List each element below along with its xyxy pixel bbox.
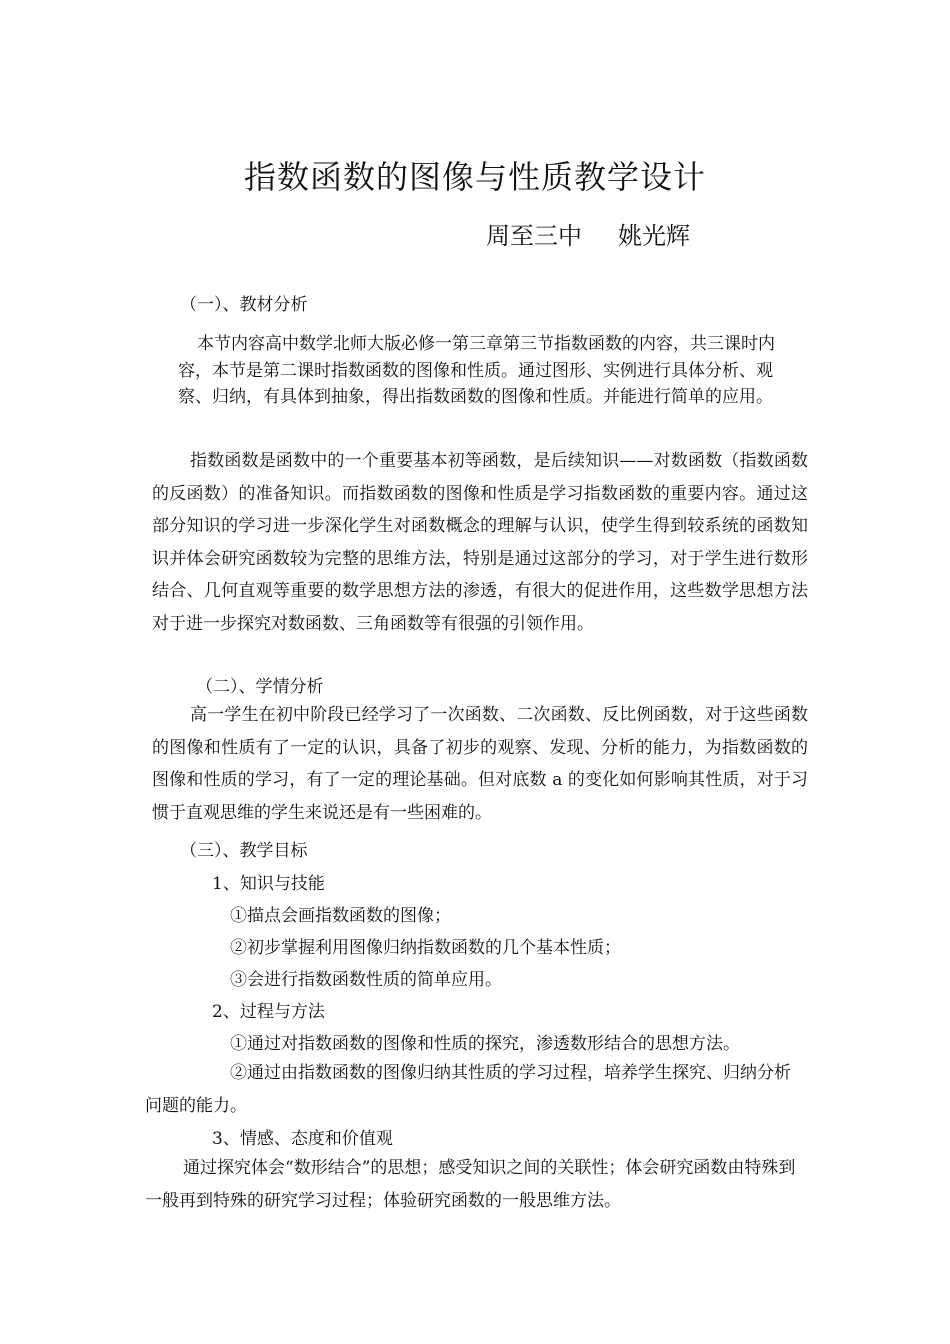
author-school: 周至三中 bbox=[486, 222, 582, 250]
goal-process-item: ②通过由指数函数的图像归纳其性质的学习过程，培养学生探究、归纳分析问题的能力。 bbox=[145, 1063, 791, 1116]
author-name: 姚光辉 bbox=[618, 222, 690, 250]
goal-emotion-body: 通过探究体会“数形结合”的思想；感受知识之间的关联性；体会研究函数由特殊到一般再到特殊的研究学习过程；体验研究函数的一般思维方法。 bbox=[145, 1158, 796, 1211]
goal-knowledge-title: 1、知识与技能 bbox=[212, 874, 325, 894]
goal-knowledge-item: ③会进行指数函数性质的简单应用。 bbox=[230, 970, 502, 990]
document-title: 指数函数的图像与性质教学设计 bbox=[243, 158, 706, 196]
goal-process-title: 2、过程与方法 bbox=[212, 1002, 325, 1022]
section-heading-teaching-goals: （三）、教学目标 bbox=[180, 841, 308, 861]
goal-knowledge-item: ①描点会画指数函数的图像； bbox=[230, 906, 451, 926]
goal-knowledge-item: ②初步掌握利用图像归纳指数函数的几个基本性质； bbox=[230, 938, 621, 958]
textbook-analysis-intro: 本节内容高中数学北师大版必修一第三章第三节指数函数的内容，共三课时内容，本节是第二课时指数函数的图像和性质。通过图形、实例进行具体分析、观察、归纳，有具体到抽象，得出指数函数的图像和性质。并能进行简单的应用。 bbox=[178, 334, 775, 407]
section-heading-textbook-analysis: （一）、教材分析 bbox=[180, 295, 308, 315]
goal-process-item: ①通过对指数函数的图像和性质的探究，渗透数形结合的思想方法。 bbox=[230, 1034, 740, 1054]
textbook-analysis-body: 指数函数是函数中的一个重要基本初等函数，是后续知识——对数函数（指数函数的反函数）的准备知识。而指数函数的图像和性质是学习指数函数的重要内容。通过这部分知识的学习进一步深化学生对函数概念的理解与认识，使学生得到较系统的函数知识并体会研究函数较为完整的思维方法，特别是通过这部分的学习，对于学生进行数形结合、几何直观等重要的数学思想方法的渗透，有很大的促进作用，这些数学思想方法对于进一步探究对数函数、三角函数等有很强的引领作用。 bbox=[152, 451, 808, 634]
student-analysis-body: 高一学生在初中阶段已经学习了一次函数、二次函数、反比例函数，对于这些函数的图像和性质有了一定的认识，具备了初步的观察、发现、分析的能力，为指数函数的图像和性质的学习，有了一定的理论基础。但对底数 a 的变化如何影响其性质，对于习惯于直观思维的学生来说还是有一些困难的。 bbox=[152, 705, 808, 823]
section-heading-student-analysis: （二）、学情分析 bbox=[196, 677, 324, 697]
author-line bbox=[486, 216, 690, 251]
goal-emotion-title: 3、情感、态度和价值观 bbox=[212, 1129, 393, 1149]
